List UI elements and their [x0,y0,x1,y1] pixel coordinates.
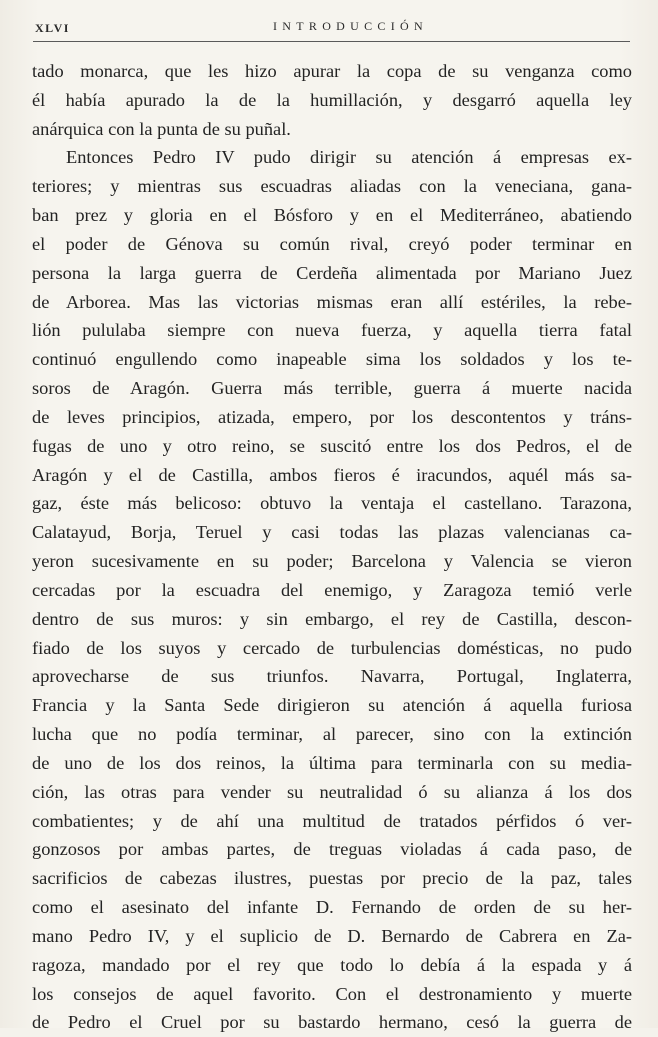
text-line: tado monarca, que les hizo apurar la copa de su venganza como [32,61,632,81]
text-line: sacrificios de cabezas ilustres, puestas por precio de la paz, tales [32,868,632,889]
text-line: ragoza, mandado por el rey que todo lo debía á la espada y á [32,954,632,975]
text-line: mano Pedro IV, y el suplicio de D. Bernardo de Cabrera en Za- [32,925,632,946]
text-line: los consejos de aquel favorito. Con el destronamiento y muerte [32,983,632,1004]
text-line: fiado de los suyos y cercado de turbulencias domésticas, no pudo [32,637,632,658]
text-line: yeron sucesivamente en su poder; Barcelona y Valencia se vieron [32,551,632,572]
text-line: soros de Aragón. Guerra más terrible, guerra á muerte nacida [32,378,632,399]
text-line: continuó engullendo como inapeable sima los soldados y los te- [32,349,632,370]
text-line: él había apurado la de la humillación, y desgarró aquella ley [32,89,632,110]
text-line: como el asesinato del infante D. Fernando de orden de su her- [32,897,632,918]
text-line: cercadas por la escuadra del enemigo, y Zaragoza temió verle [32,579,632,600]
text-line: Entonces Pedro IV pudo dirigir su atención á empresas ex- [66,147,632,168]
text-line: Calatayud, Borja, Teruel y casi todas las plazas valencianas ca- [32,522,632,543]
text-line: lión pululaba siempre con nueva fuerza, y aquella tierra fatal [32,320,632,341]
text-line: lucha que no podía terminar, al parecer, sino con la extinción [32,724,632,745]
text-line: de leves principios, atizada, empero, por los descontentos y tráns- [32,406,632,427]
text-line: fugas de uno y otro reino, se suscitó entre los dos Pedros, el de [32,435,632,456]
text-line: anárquica con la punta de su puñal. [32,118,291,139]
text-line: gonzosos por ambas partes, de treguas violadas á cada paso, de [32,839,632,860]
text-line: Aragón y el de Castilla, ambos fieros é iracundos, aquél más sa- [32,464,632,485]
text-line: dentro de sus muros: y sin embargo, el rey de Castilla, descon- [32,608,632,629]
running-header [33,18,629,40]
text-line: el poder de Génova su común rival, creyó poder terminar en [32,233,632,254]
text-line: Francia y la Santa Sede dirigieron su atención á aquella furiosa [32,695,632,716]
text-line: ban prez y gloria en el Bósforo y en el Mediterráneo, abatiendo [32,205,632,226]
text-line: combatientes; y de ahí una multitud de tratados pérfidos ó ver- [32,810,632,831]
text-line: ción, las otras para vender su neutralidad ó su alianza á los dos [32,781,632,802]
text-line: persona la larga guerra de Cerdeña alimentada por Mariano Juez [32,262,632,283]
text-line: teriores; y mientras sus escuadras aliadas con la veneciana, gana- [32,176,632,197]
section-title: INTRODUCCIÓN [273,19,428,33]
header-rule [33,41,630,42]
text-line: aprovecharse de sus triunfos. Navarra, Portugal, Inglaterra, [32,666,632,687]
text-line: de uno de los dos reinos, la última para terminarla con su media- [32,752,632,773]
text-line: gaz, éste más belicoso: obtuvo la ventaja el castellano. Tarazona, [32,493,632,514]
text-line: de Arborea. Mas las victorias mismas eran allí estériles, la rebe- [32,291,632,312]
text-line: de Pedro el Cruel por su bastardo hermano, cesó la guerra de [32,1012,632,1033]
body-text [32,57,632,1037]
page-number: XLVI [35,21,70,35]
